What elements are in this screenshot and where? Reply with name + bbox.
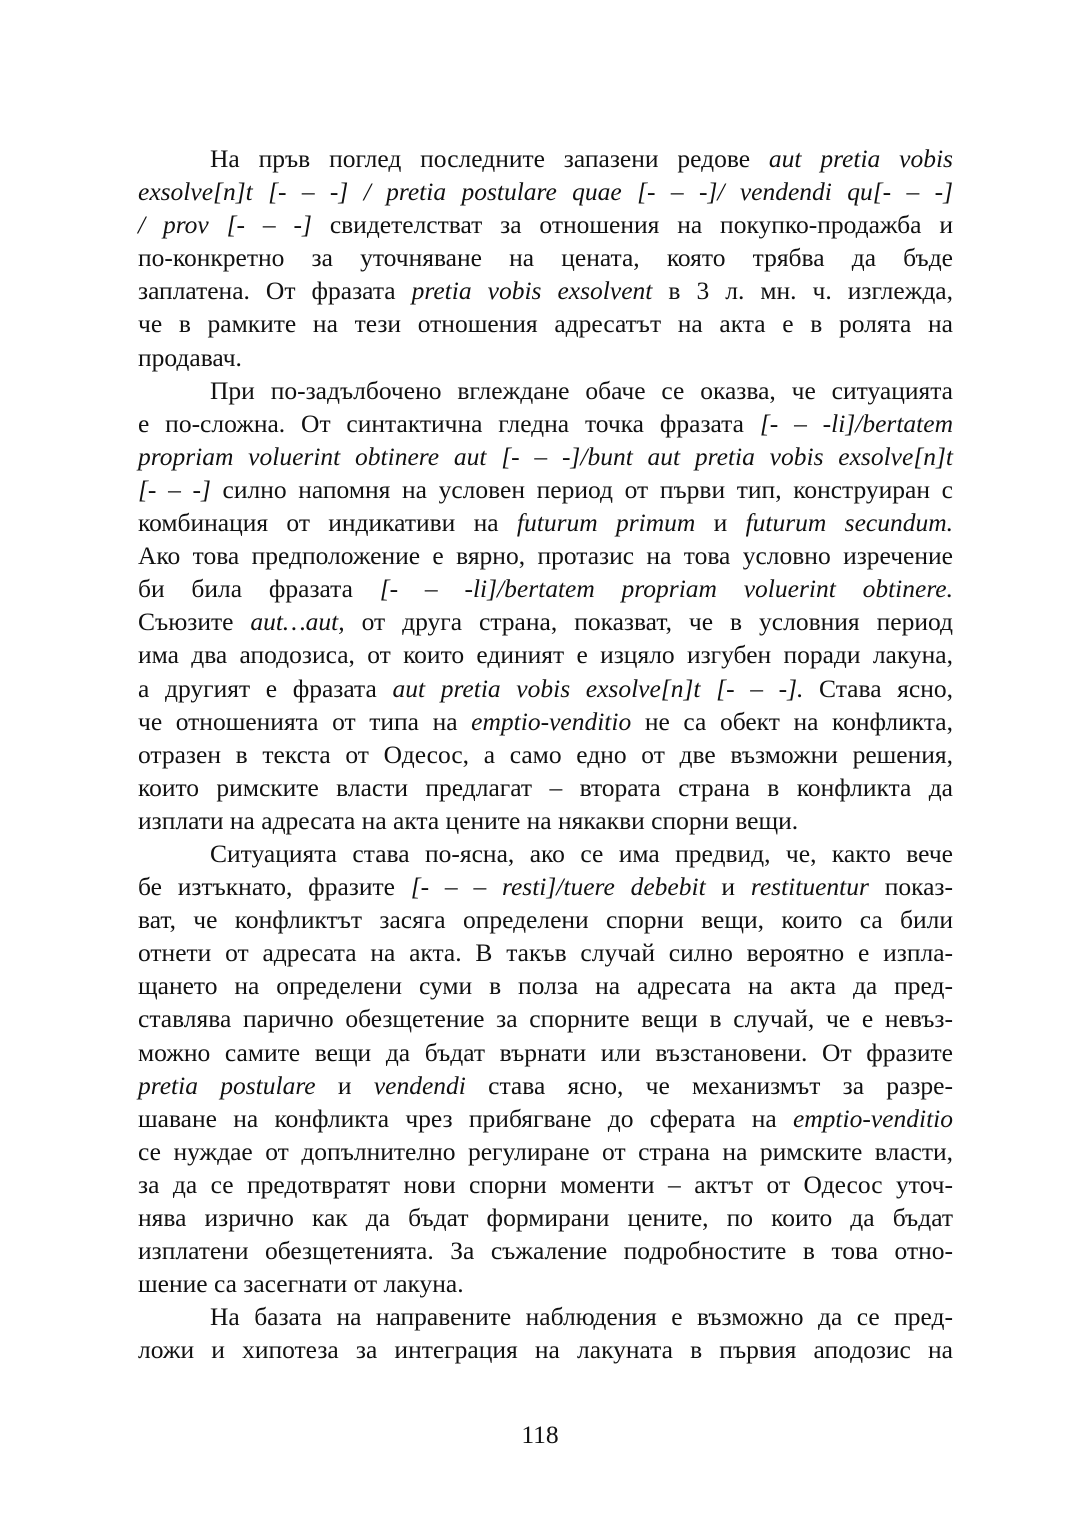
text-run: изплатени обезщетенията. За съжаление подробностите в това отно- (138, 1236, 953, 1266)
text-run: отразен в текста от Одесос, а само едно от две възможни решения, (138, 739, 953, 769)
text-line (138, 1002, 953, 1035)
text-line (138, 142, 953, 175)
latin-phrase: futurum primum (516, 508, 696, 538)
page-number: 118 (521, 1420, 559, 1449)
text-run: продавач. (138, 342, 242, 372)
latin-phrase: pretia postulare (138, 1070, 316, 1100)
text-run: шаване на конфликта чрез прибягване до сферата на (138, 1103, 793, 1133)
text-run: Ако това предположение е вярно, протазис на това условно изречение (138, 541, 953, 571)
text-line (138, 903, 953, 936)
text-line (138, 506, 953, 539)
text-run: На базата на направените наблюдения е възможно да се пред- (210, 1302, 953, 1332)
latin-phrase: pretia vobis exsolvent (411, 276, 653, 306)
text-line (138, 870, 953, 903)
latin-phrase: [- – – resti]/tuere debebit (410, 872, 706, 902)
paragraph (138, 142, 953, 374)
latin-phrase: futurum secundum. (745, 508, 953, 538)
text-run: от друга страна, показват, че в условния период (344, 607, 953, 637)
text-run: и (695, 508, 746, 538)
latin-phrase: [- – -li]/bertatem (759, 408, 953, 438)
text-line (138, 1135, 953, 1168)
latin-phrase: [- – -] (138, 474, 211, 504)
text-line (138, 208, 953, 241)
text-line (138, 936, 953, 969)
text-line (138, 1333, 953, 1366)
text-run: има два аподозиса, от които единият е изцяло изгубен поради лакуна, (138, 640, 953, 670)
text-run: че отношенията от типа на (138, 706, 472, 736)
text-run: силно напомня на условен период от първи тип, конструиран с (210, 474, 953, 504)
text-line (138, 672, 953, 705)
text-run: които римските власти предлагат – втората страна в конфликта да (138, 772, 953, 802)
latin-phrase: emptio-venditio (792, 1103, 953, 1133)
latin-phrase: [- – -li]/bertatem propriam voluerint obtinere. (379, 574, 953, 604)
text-line (138, 1300, 953, 1333)
text-run: се нуждае от допълнително регулиране от страна на римските власти, (138, 1136, 953, 1166)
text-run: в 3 л. мн. ч. изглежда, (652, 276, 953, 306)
text-run: и (705, 872, 751, 902)
text-run: При по-задълбочено вглеждане обаче се оказва, че ситуацията (210, 375, 953, 405)
latin-phrase: aut…aut, (250, 607, 345, 637)
text-line (138, 1069, 953, 1102)
text-line (138, 837, 953, 870)
text-run: бе изтъкнато, фразите (138, 872, 411, 902)
text-line (138, 605, 953, 638)
text-line (138, 638, 953, 671)
text-line (138, 1201, 953, 1234)
text-line (138, 771, 953, 804)
latin-phrase: emptio-venditio (471, 706, 632, 736)
latin-phrase: restituentur (750, 872, 869, 902)
text-line (138, 804, 953, 837)
text-run: заплатена. От фразата (138, 276, 412, 306)
latin-phrase: / prov [- – -] (138, 210, 312, 240)
text-line (138, 374, 953, 407)
latin-phrase: aut pretia vobis (768, 144, 953, 173)
text-line (138, 407, 953, 440)
text-line (138, 1168, 953, 1201)
text-line (138, 969, 953, 1002)
text-run: е по-сложна. От синтактична гледна точка фразата (138, 408, 760, 438)
text-run: ставлява парично обезщетение за спорните вещи в случай, че е невъз- (138, 1004, 953, 1034)
text-line (138, 539, 953, 572)
latin-phrase: aut pretia vobis exsolve[n]t [- – -]. (392, 673, 804, 703)
text-run: свидетелстват за отношения на покупко-продажба и (311, 210, 953, 240)
text-run: Ситуацията става по-ясна, ако се има предвид, че, както вече (210, 838, 953, 868)
paragraph (138, 837, 953, 1300)
text-line (138, 572, 953, 605)
text-run: че в рамките на тези отношения адресатът на акта е в ролята на (138, 309, 953, 339)
text-run: по-конкретно за уточняване на цената, която трябва да бъде (138, 243, 953, 273)
text-line (138, 473, 953, 506)
text-line (138, 274, 953, 307)
text-run: На пръв поглед последните запазени редове (210, 144, 769, 173)
paragraph (138, 1300, 953, 1366)
text-line (138, 705, 953, 738)
text-line (138, 175, 953, 208)
text-line (138, 241, 953, 274)
page-body (138, 142, 953, 1366)
text-line (138, 738, 953, 771)
text-line (138, 440, 953, 473)
text-line (138, 307, 953, 340)
text-run: изплати на адресата на акта цените на някакви спорни вещи. (138, 805, 799, 835)
text-run: става ясно, че механизмът за разре- (465, 1070, 953, 1100)
text-line (138, 341, 953, 374)
latin-phrase: vendendi (373, 1070, 466, 1100)
paragraph (138, 374, 953, 837)
text-line (138, 1036, 953, 1069)
text-run: нява изрично как да бъдат формирани цените, по които да бъдат (138, 1203, 953, 1232)
latin-phrase: exsolve[n]t [- – -] / pretia postulare quae [- – -]/ vendendi qu[- – -] (138, 177, 953, 207)
text-run: Съюзите (138, 607, 251, 637)
text-run: не са обект на конфликта, (631, 706, 953, 736)
text-run: щането на определени суми в полза на адресата на акта да пред- (138, 971, 953, 1001)
text-run: шение са засегнати от лакуна. (138, 1269, 464, 1299)
latin-phrase: propriam voluerint obtinere aut [- – -]/bunt aut pretia vobis exsolve[n]t (138, 441, 953, 471)
text-run: за да се предотвратят нови спорни моменти – актът от Одесос уточ- (138, 1169, 953, 1199)
text-run: ват, че конфликтът засяга определени спорни вещи, които са били (138, 905, 953, 935)
text-line (138, 1267, 953, 1300)
text-run: можно самите вещи да бъдат върнати или възстановени. От фразите (138, 1037, 953, 1067)
text-run: и (315, 1070, 374, 1100)
text-run: Става ясно, (803, 673, 953, 703)
text-line (138, 1234, 953, 1267)
text-run: отнети от адресата на акта. В такъв случай силно вероятно е изпла- (138, 938, 953, 968)
text-run: а другият е фразата (138, 673, 393, 703)
text-run: показ- (868, 872, 953, 902)
text-line (138, 1102, 953, 1135)
text-run: комбинация от индикативи на (138, 508, 517, 538)
text-run: ложи и хипотеза за интеграция на лакуната в първия аподозис на (138, 1335, 953, 1365)
text-run: би била фразата (138, 574, 380, 604)
